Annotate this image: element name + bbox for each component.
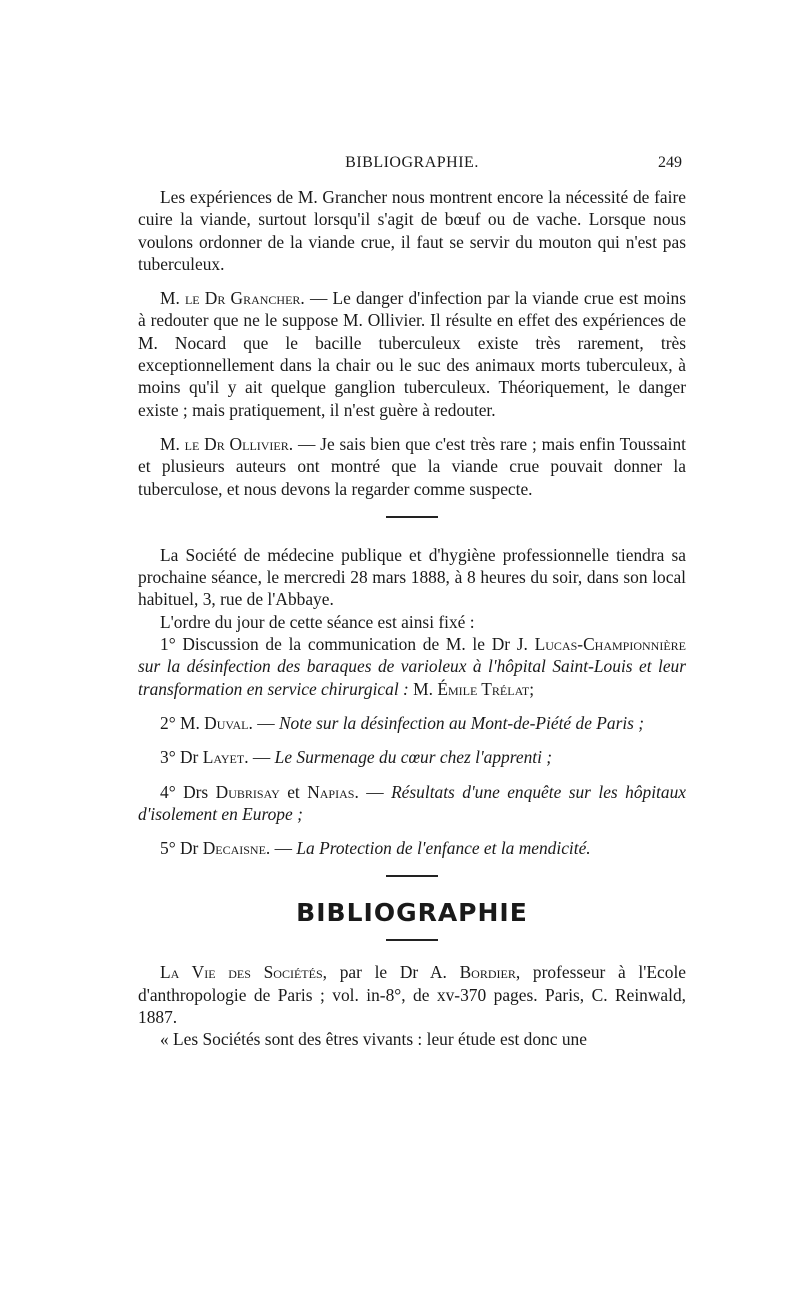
agenda-item-2 — [138, 712, 686, 734]
author-name: Bordier — [459, 962, 516, 983]
separator-rule — [386, 875, 438, 877]
speech-text: — Je sais bien que c'est très rare ; mais enfin Toussaint et plusieurs auteurs ont montré que la viande crue pouvait donner la tuberculose, et nous devons la regarder comme suspecte. — [138, 433, 686, 499]
running-head-title: BIBLIOGRAPHIE. — [345, 154, 479, 171]
agenda-item-1 — [138, 633, 686, 700]
person-name: Napias. — [307, 781, 359, 802]
person-name: Duval. — [204, 712, 253, 733]
item-dash: — — [270, 838, 297, 859]
running-head — [138, 150, 686, 176]
person-name: Layet. — [202, 747, 249, 768]
book-title: La Vie des Sociétés — [160, 962, 323, 983]
item-mid: et — [279, 781, 308, 802]
agenda-item-5 — [138, 837, 686, 859]
paragraph-agenda-intro: L'ordre du jour de cette séance est ainsi fixé : — [160, 611, 475, 632]
item-lead: 2° M. — [160, 712, 205, 733]
separator-rule — [386, 516, 438, 518]
paragraph-grancher-remark — [138, 287, 686, 421]
entry-text: , professeur à l'Ecole d'anthropologie de Paris ; vol. in-8°, de xv-370 pages. Paris, C. Reinwald, 1887. — [138, 962, 686, 1028]
item-title: Le Surmenage du cœur chez l'apprenti ; — [274, 747, 553, 768]
item-lead: 3° Dr — [160, 747, 203, 768]
item-title: sur la désinfection des baraques de varioleux à l'hôpital Saint-Louis et leur transformation en service chirurgical : — [138, 656, 686, 699]
item-title: Note sur la désinfection au Mont-de-Piété de Paris ; — [278, 712, 645, 733]
speaker-name: M. le Dr Ollivier. — [160, 433, 294, 454]
person-name: Decaisne. — [202, 838, 271, 859]
quote-line: « Les Sociétés sont des êtres vivants : leur étude est donc une — [160, 1029, 587, 1050]
speech-text: — Le danger d'infection par la viande crue est moins à redouter que ne le suppose M. Ollivier. Il résulte en effet des expériences de M. Nocard que le bacille tuberculeux existe très rarement, très exceptionnellement dans la chair ou le suc des animaux morts tuberculeux, à moins qu'il y ait quelque ganglion tuberculeux. Théoriquement, le danger existe ; mais pratiquement, il n'est guère à redouter. — [138, 288, 686, 420]
item-tail: M. — [408, 678, 438, 699]
separator-rule — [386, 939, 438, 941]
speaker-name: M. le Dr Grancher. — [160, 288, 305, 309]
item-lead: 4° Drs — [160, 781, 216, 802]
item-end: ; — [529, 678, 535, 699]
page-content — [138, 150, 686, 1051]
entry-text: , par le Dr A. — [322, 962, 460, 983]
section-heading: BIBLIOGRAPHIE — [296, 898, 528, 928]
paragraph-ollivier-remark — [138, 433, 686, 500]
agenda-item-3 — [138, 746, 686, 768]
item-title: La Protection de l'enfance et la mendicité. — [296, 838, 591, 859]
person-name: Dubrisay — [215, 781, 280, 802]
person-name: Émile Trélat — [437, 678, 530, 699]
bibliography-entry — [138, 961, 686, 1028]
paragraph-grancher-experiments: Les expériences de M. Grancher nous montrent encore la nécessité de faire cuire la viande, surtout lorsqu'il s'agit de bœuf ou de vache. Lorsque nous voulons ordonner de la viande crue, il faut se servir du mouton qui n'est pas tuberculeux. — [138, 187, 686, 274]
item-title: Résultats d'une enquête sur les hôpitaux d'isolement en Europe ; — [138, 781, 686, 824]
paragraph-meeting-announcement: La Société de médecine publique et d'hygiène professionnelle tiendra sa prochaine séance, le mercredi 28 mars 1888, à 8 heures du soir, dans son local habituel, 3, rue de l'Abbaye. — [138, 544, 686, 610]
item-dash: — — [358, 781, 392, 802]
person-name: Lucas-Championnière — [534, 634, 686, 655]
page-number: 249 — [658, 154, 682, 171]
item-dash: — — [248, 747, 275, 768]
item-lead: 5° Dr — [160, 838, 203, 859]
item-dash: — — [252, 712, 279, 733]
item-lead: 1° Discussion de la communication de M. le Dr J. — [160, 634, 535, 655]
agenda-item-4 — [138, 781, 686, 826]
